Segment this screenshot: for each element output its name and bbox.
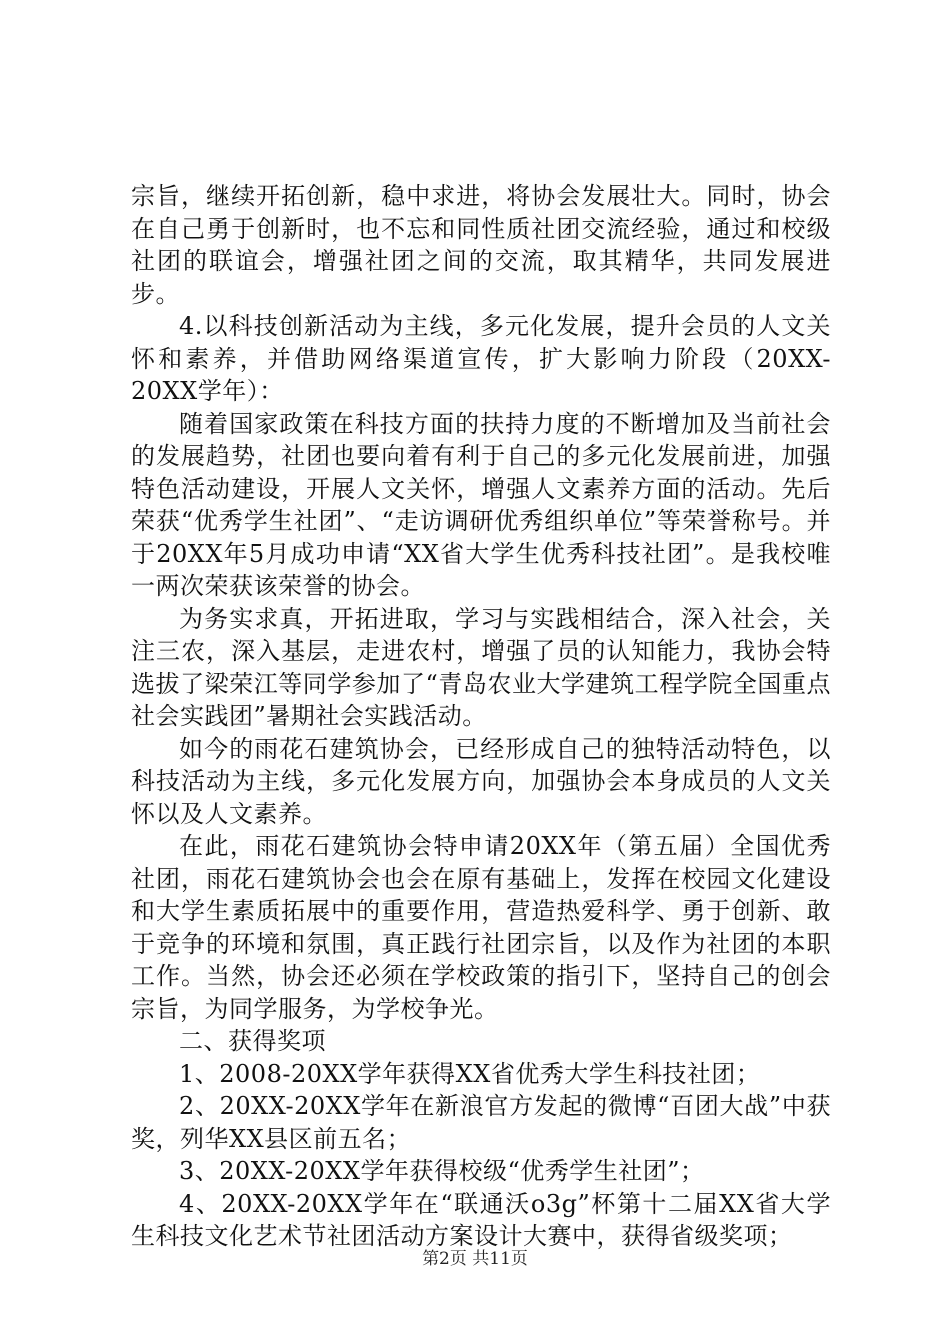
paragraph-stage-4-heading: 4.以科技创新活动为主线，多元化发展，提升会员的人文关怀和素养，并借助网络渠道宣传，扩大影响力阶段（20XX-20XX学年）： xyxy=(131,312,831,405)
paragraph-social-practice: 为务实求真，开拓进取，学习与实践相结合，深入社会，关注三农，深入基层，走进农村，增强了员的认知能力，我协会特选拔了梁荣江等同学参加了“青岛农业大学建筑工程学院全国重点社会实践团”暑期社会实践活动。 xyxy=(131,604,831,730)
award-item: 1、2008-20XX学年获得XX省优秀大学生科技社团； xyxy=(179,1059,761,1088)
page-number-footer: 第2页 共11页 xyxy=(422,1249,528,1269)
award-item: 2、20XX-20XX学年在新浪官方发起的微博“百团大战”中获奖，列华XX县区前五名； xyxy=(131,1092,831,1153)
award-item: 4、20XX-20XX学年在“联通沃o3g”杯第十二届XX省大学生科技文化艺术节社团活动方案设计大赛中，获得省级奖项； xyxy=(131,1189,831,1250)
paragraph-application: 在此，雨花石建筑协会特申请20XX年（第五届）全国优秀社团，雨花石建筑协会也会在原有基础上，发挥在校园文化建设和大学生素质拓展中的重要作用，营造热爱科学、勇于创新、敢于竞争的环境和氛围，真正践行社团宗旨，以及作为社团的本职工作。当然，协会还必须在学校政策的指引下，坚持自己的创会宗旨，为同学服务，为学校争光。 xyxy=(131,832,831,1023)
section-heading-awards: 二、获得奖项 xyxy=(179,1027,326,1055)
document-body xyxy=(131,180,831,1253)
award-item: 3、20XX-20XX学年获得校级“优秀学生社团”； xyxy=(179,1157,705,1185)
paragraph-continuation: 宗旨，继续开拓创新，稳中求进，将协会发展壮大。同时，协会在自己勇于创新时，也不忘和同性质社团交流经验，通过和校级社团的联谊会，增强社团之间的交流，取其精华，共同发展进步。 xyxy=(131,182,831,308)
paragraph-policy-development: 随着国家政策在科技方面的扶持力度的不断增加及当前社会的发展趋势，社团也要向着有利于自己的多元化发展前进，加强特色活动建设，开展人文关怀，增强人文素养方面的活动。先后荣获“优秀学生社团”、“走访调研优秀组织单位”等荣誉称号。并于20XX年5月成功申请“XX省大学生优秀科技社团”。是我校唯一两次荣获该荣誉的协会。 xyxy=(131,409,831,600)
paragraph-current-status: 如今的雨花石建筑协会，已经形成自己的独特活动特色，以科技活动为主线，多元化发展方向，加强协会本身成员的人文关怀以及人文素养。 xyxy=(131,734,831,828)
